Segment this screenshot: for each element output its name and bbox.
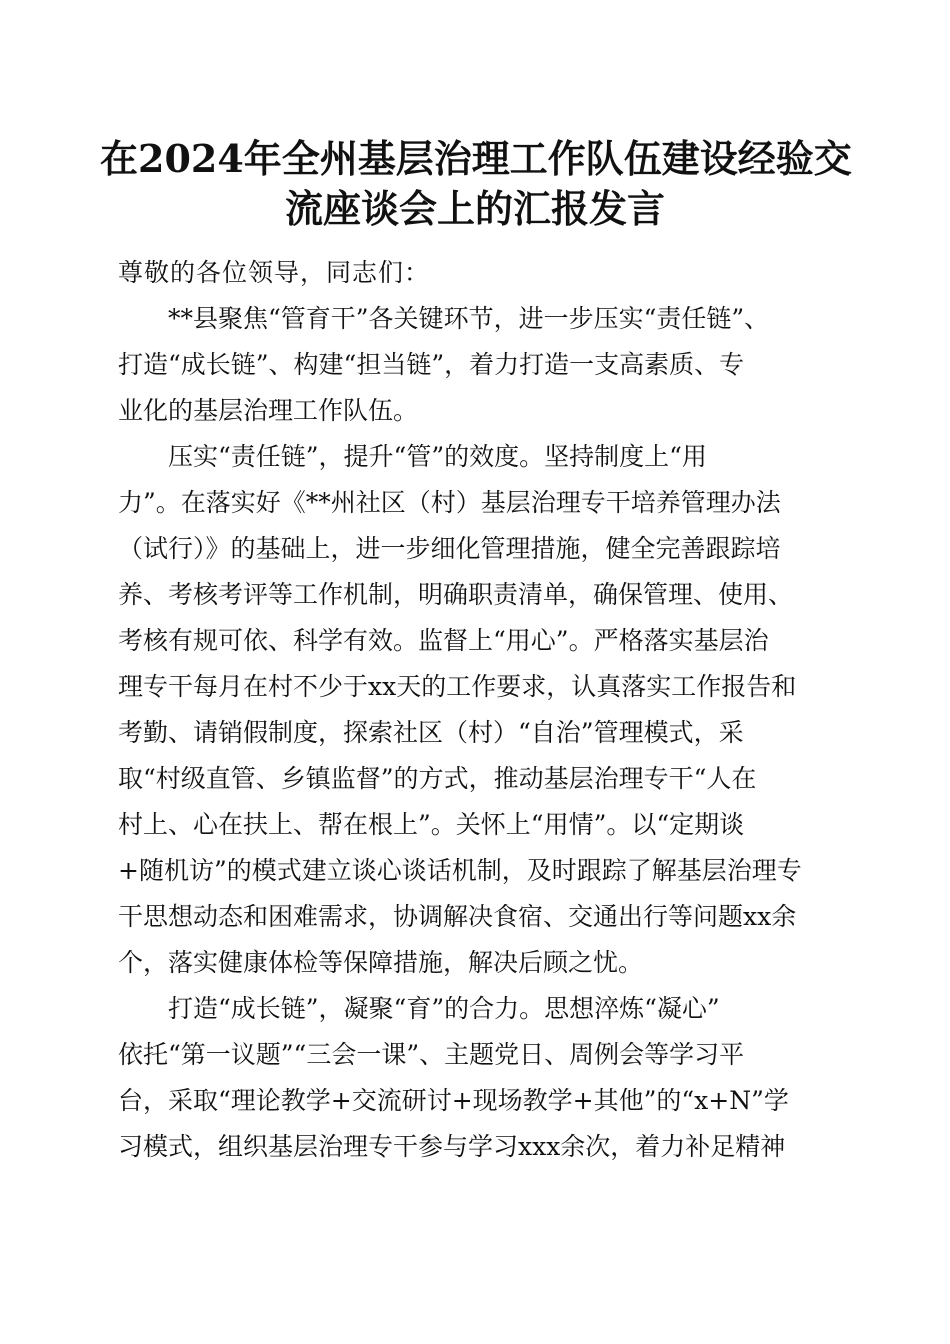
document-title (100, 134, 850, 234)
title-line-1: 在2024年全州基层治理工作队伍建设经验交 (100, 136, 852, 181)
paragraph-line: 养、考核考评等工作机制，明确职责清单，确保管理、使用、 (118, 580, 794, 609)
paragraph-line: 取“村级直管、乡镇监督”的方式，推动基层治理专干“人在 (118, 764, 757, 793)
paragraph-line: +随机访”的模式建立谈心谈话机制，及时跟踪了解基层治理专 (118, 856, 802, 885)
paragraph-line: 依托“第一议题”“三会一课”、主题党日、周例会等学习平 (118, 1040, 745, 1069)
paragraph-line: 打造“成长链”、构建“担当链”，着力打造一支高素质、专 (118, 350, 745, 379)
salutation: 尊敬的各位领导，同志们： (118, 258, 431, 287)
paragraph-line: 力”。在落实好《**州社区（村）基层治理专干培养管理办法 (118, 488, 781, 517)
paragraph-line: 理专干每月在村不少于xx天的工作要求，认真落实工作报告和 (118, 672, 797, 701)
paragraph-line: 习模式，组织基层治理专干参与学习xxx余次，着力补足精神 (118, 1132, 786, 1161)
paragraph-line: **县聚焦“管育干”各关键环节，进一步压实“责任链”、 (118, 304, 770, 333)
paragraph-line: 干思想动态和困难需求，协调解决食宿、交通出行等问题xx余 (118, 902, 797, 931)
document-body (118, 250, 830, 1170)
paragraph-line: 打造“成长链”，凝聚“育”的合力。思想淬炼“凝心” (118, 994, 720, 1023)
paragraph-line: 压实“责任链”，提升“管”的效度。坚持制度上“用 (118, 442, 707, 471)
paragraph-line: （试行）》的基础上，进一步细化管理措施，健全完善跟踪培 (118, 534, 781, 563)
paragraph-line: 村上、心在扶上、帮在根上”。关怀上“用情”。以“定期谈 (118, 810, 745, 839)
title-line-2: 流座谈会上的汇报发言 (284, 186, 665, 231)
paragraph-line: 个，落实健康体检等保障措施，解决后顾之忧。 (118, 948, 644, 977)
paragraph-2 (118, 434, 830, 986)
paragraph-1 (118, 296, 830, 434)
paragraph-line: 考核有规可依、科学有效。监督上“用心”。严格落实基层治 (118, 626, 769, 655)
paragraph-line: 台，采取“理论教学+交流研讨+现场教学+其他”的“x+N”学 (118, 1086, 789, 1115)
paragraph-line: 考勤、请销假制度，探索社区（村）“自治”管理模式，采 (118, 718, 744, 747)
paragraph-line: 业化的基层治理工作队伍。 (118, 396, 419, 425)
paragraph-3 (118, 986, 830, 1170)
